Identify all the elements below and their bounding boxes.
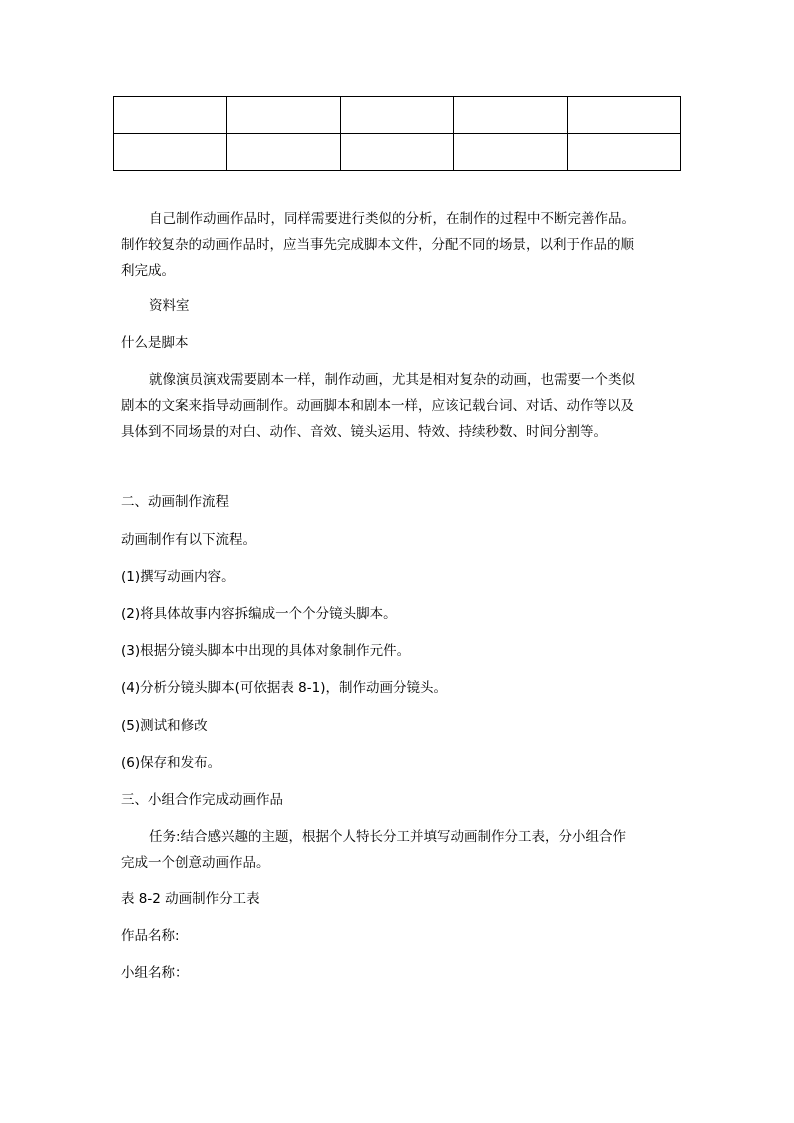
table-caption: 表 8-2 动画制作分工表	[121, 891, 260, 907]
task-paragraph	[121, 824, 677, 876]
script-heading: 什么是脚本	[121, 335, 189, 351]
group-name-label: 小组名称：	[121, 965, 189, 981]
blank-table	[113, 96, 681, 171]
process-intro: 动画制作有以下流程。	[121, 532, 256, 548]
step-item: (3)根据分镜头脚本中出现的具体对象制作元件。	[121, 643, 411, 659]
paragraph-line: 制作较复杂的动画作品时，应当事先完成脚本文件，分配不同的场景，以利于作品的顺	[121, 237, 634, 253]
step-item: (2)将具体故事内容拆编成一个个分镜头脚本。	[121, 606, 397, 622]
script-paragraph	[121, 367, 677, 445]
step-item: (4)分析分镜头脚本(可依据表 8-1)，制作动画分镜头。	[121, 680, 447, 696]
table-cell	[114, 134, 227, 171]
paragraph-line: 剧本的文案来指导动画制作。动画脚本和剧本一样，应该记载台词、对话、动作等以及	[121, 398, 634, 414]
paragraph-line: 完成一个创意动画作品。	[121, 855, 270, 871]
step-item: (6)保存和发布。	[121, 755, 222, 771]
paragraph-line: 就像演员演戏需要剧本一样，制作动画，尤其是相对复杂的动画，也需要一个类似	[149, 372, 635, 388]
section3-heading: 三、小组合作完成动画作品	[121, 792, 283, 808]
table-cell	[454, 134, 567, 171]
table-cell	[227, 134, 340, 171]
table-cell	[340, 134, 453, 171]
table-row	[114, 134, 681, 171]
intro-paragraph	[121, 206, 677, 284]
table-cell	[567, 97, 680, 134]
paragraph-line: 利完成。	[121, 263, 175, 279]
table-cell	[340, 97, 453, 134]
table-cell	[114, 97, 227, 134]
table-row	[114, 97, 681, 134]
step-item: (5)测试和修改	[121, 718, 208, 734]
work-name-label: 作品名称:	[121, 928, 180, 944]
section2-heading: 二、动画制作流程	[121, 494, 229, 510]
table-cell	[227, 97, 340, 134]
table-cell	[567, 134, 680, 171]
paragraph-line: 任务:结合感兴趣的主题，根据个人特长分工并填写动画制作分工表，分小组合作	[149, 829, 627, 845]
sidebar-title: 资料室	[149, 298, 190, 314]
table-cell	[454, 97, 567, 134]
step-item: (1)撰写动画内容。	[121, 569, 235, 585]
paragraph-line: 自己制作动画作品时，同样需要进行类似的分析，在制作的过程中不断完善作品。	[149, 211, 635, 227]
paragraph-line: 具体到不同场景的对白、动作、音效、镜头运用、特效、持续秒数、时间分割等。	[121, 424, 607, 440]
